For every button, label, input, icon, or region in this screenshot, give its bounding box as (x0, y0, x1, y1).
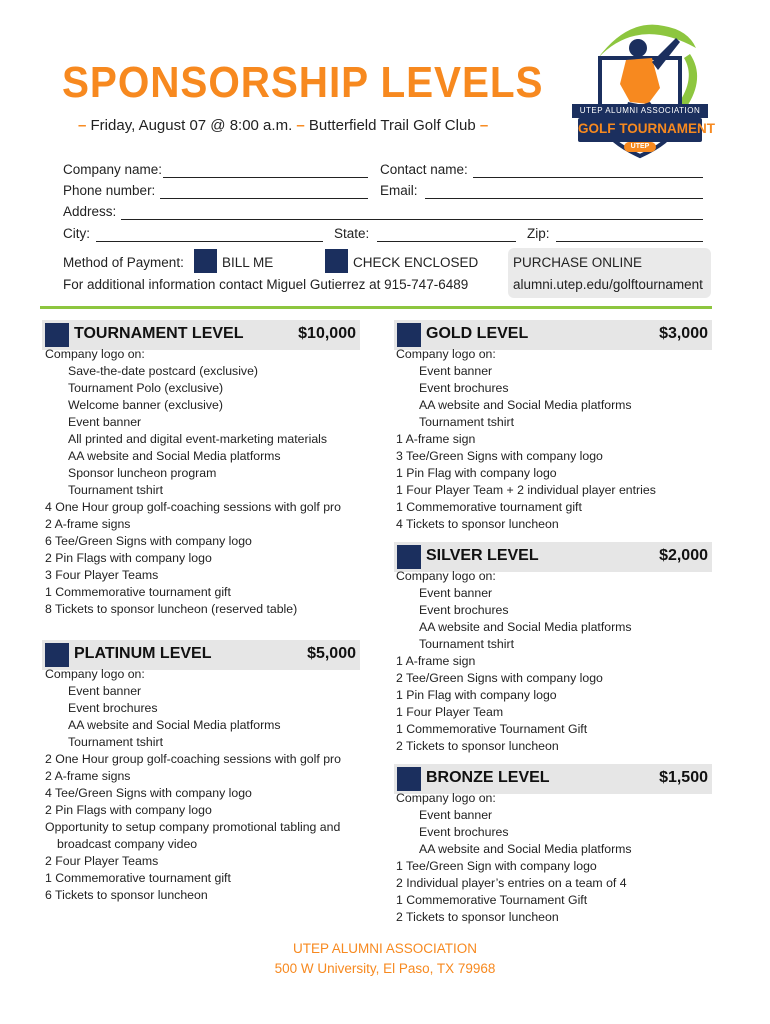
benefit-item: AA website and Social Media platforms (419, 620, 632, 634)
benefit-item: 1 Pin Flag with company logo (396, 688, 557, 702)
benefit-item: Company logo on: (45, 667, 145, 681)
page-title: SPONSORSHIP LEVELS (62, 58, 544, 107)
address-field[interactable] (121, 219, 703, 220)
section-divider (40, 306, 712, 309)
benefit-item: All printed and digital event-marketing materials (68, 432, 328, 446)
phone-number-field[interactable] (160, 198, 368, 199)
level-price: $3,000 (659, 325, 708, 342)
benefit-item: Company logo on: (396, 569, 496, 583)
phone-number-label: Phone number: (63, 183, 156, 198)
benefit-item: Tournament tshirt (419, 415, 515, 429)
level-marker-icon (397, 767, 421, 791)
golf-tournament-logo (568, 18, 715, 160)
benefit-item: Event banner (68, 415, 142, 429)
benefit-item: Welcome banner (exclusive) (68, 398, 223, 412)
purchase-online-label: PURCHASE ONLINE (513, 255, 643, 270)
benefit-item: 3 Tee/Green Signs with company logo (396, 449, 603, 463)
benefit-item: Event banner (419, 586, 493, 600)
tournament-level-benefits (45, 346, 341, 618)
level-marker-icon (45, 643, 69, 667)
benefit-item: Tournament Polo (exclusive) (68, 381, 224, 395)
benefit-item: 3 Four Player Teams (45, 568, 159, 582)
benefit-item: 2 A-frame signs (45, 769, 131, 783)
logo-event-text: GOLF TOURNAMENT (578, 121, 715, 136)
benefit-item: 4 One Hour group golf-coaching sessions with golf pro (45, 500, 341, 514)
benefit-item: Event banner (419, 808, 493, 822)
bill-me-checkbox[interactable] (194, 249, 217, 273)
benefit-item: Event banner (68, 684, 142, 698)
bill-me-label: BILL ME (222, 255, 274, 270)
benefit-item: 1 Commemorative tournament gift (396, 500, 582, 514)
benefit-item: 2 Four Player Teams (45, 854, 159, 868)
benefit-item: Sponsor luncheon program (68, 466, 217, 480)
level-marker-icon (45, 323, 69, 347)
benefit-item: 2 Tickets to sponsor luncheon (396, 739, 559, 753)
benefit-item: 1 A-frame sign (396, 432, 476, 446)
company-name-field[interactable] (163, 177, 368, 178)
zip-field[interactable] (556, 241, 703, 242)
benefit-item: 1 Four Player Team + 2 individual player entries (396, 483, 656, 497)
level-name: TOURNAMENT LEVEL (74, 325, 244, 342)
city-field[interactable] (96, 241, 323, 242)
benefit-item: 2 Tee/Green Signs with company logo (396, 671, 603, 685)
address-label: Address: (63, 204, 117, 219)
level-name: PLATINUM LEVEL (74, 645, 212, 662)
benefit-item: 2 Pin Flags with company logo (45, 803, 212, 817)
benefit-item: 1 Pin Flag with company logo (396, 466, 557, 480)
payment-method-label: Method of Payment: (63, 255, 184, 270)
benefit-item: AA website and Social Media platforms (419, 842, 632, 856)
contact-name-field[interactable] (473, 177, 703, 178)
bronze-level-benefits (396, 790, 632, 926)
benefit-item: Tournament tshirt (68, 735, 164, 749)
benefit-item: 2 One Hour group golf-coaching sessions with golf pro (45, 752, 341, 766)
benefit-item: Event banner (419, 364, 493, 378)
state-field[interactable] (377, 241, 516, 242)
footer-org: UTEP ALUMNI ASSOCIATION (292, 941, 478, 956)
benefit-item: 1 Tee/Green Sign with company logo (396, 859, 597, 873)
benefit-item: 4 Tickets to sponsor luncheon (396, 517, 559, 531)
benefit-item: 1 Four Player Team (396, 705, 504, 719)
benefit-item: 1 Commemorative tournament gift (45, 871, 231, 885)
benefit-item: Tournament tshirt (419, 637, 515, 651)
event-date: Friday, August 07 @ 8:00 a.m. (90, 117, 293, 134)
level-price: $5,000 (307, 645, 356, 662)
city-label: City: (63, 226, 90, 241)
event-subtitle: – Friday, August 07 @ 8:00 a.m. – Butterfield Trail Golf Club – (78, 117, 489, 134)
level-marker-icon (397, 323, 421, 347)
benefit-item: 2 Tickets to sponsor luncheon (396, 910, 559, 924)
platinum-level-benefits (45, 666, 341, 904)
benefit-item: 6 Tee/Green Signs with company logo (45, 534, 252, 548)
email-field[interactable] (425, 198, 703, 199)
benefit-item: AA website and Social Media platforms (68, 718, 281, 732)
benefit-item: Company logo on: (45, 347, 145, 361)
golfer-icon (568, 18, 715, 160)
level-price: $2,000 (659, 547, 708, 564)
zip-label: Zip: (527, 226, 550, 241)
benefit-item: Event brochures (419, 825, 509, 839)
level-name: SILVER LEVEL (426, 547, 539, 564)
level-name: GOLD LEVEL (426, 325, 529, 342)
benefit-item: 2 A-frame signs (45, 517, 131, 531)
benefit-item: Opportunity to setup company promotional tabling and (45, 820, 341, 834)
footer-address: 500 W University, El Paso, TX 79968 (274, 961, 496, 976)
benefit-item: Event brochures (419, 381, 509, 395)
benefit-item: AA website and Social Media platforms (68, 449, 281, 463)
email-label: Email: (380, 183, 418, 198)
gold-level-benefits (396, 346, 656, 533)
benefit-item: broadcast company video (57, 837, 198, 851)
check-enclosed-label: CHECK ENCLOSED (353, 255, 479, 270)
level-price: $1,500 (659, 769, 708, 786)
benefit-item: Event brochures (419, 603, 509, 617)
benefit-item: 4 Tee/Green Signs with company logo (45, 786, 252, 800)
benefit-item: Save-the-date postcard (exclusive) (68, 364, 259, 378)
benefit-item: 1 Commemorative tournament gift (45, 585, 231, 599)
level-name: BRONZE LEVEL (426, 769, 550, 786)
level-price: $10,000 (298, 325, 356, 342)
contact-info-text: For additional information contact Miguel Gutierrez at 915-747-6489 (63, 277, 469, 292)
benefit-item: 1 Commemorative Tournament Gift (396, 722, 588, 736)
benefit-item: 1 A-frame sign (396, 654, 476, 668)
benefit-item: 6 Tickets to sponsor luncheon (45, 888, 208, 902)
company-name-label: Company name: (63, 162, 163, 177)
benefit-item: 2 Individual player’s entries on a team of 4 (396, 876, 627, 890)
state-label: State: (334, 226, 370, 241)
contact-name-label: Contact name: (380, 162, 468, 177)
level-marker-icon (397, 545, 421, 569)
benefit-item: Event brochures (68, 701, 158, 715)
benefit-item: 2 Pin Flags with company logo (45, 551, 212, 565)
silver-level-benefits (396, 568, 632, 755)
benefit-item: AA website and Social Media platforms (419, 398, 632, 412)
logo-mark-text: UTEP (630, 143, 650, 150)
benefit-item: 8 Tickets to sponsor luncheon (reserved table) (45, 602, 298, 616)
check-enclosed-checkbox[interactable] (325, 249, 348, 273)
benefit-item: 1 Commemorative Tournament Gift (396, 893, 588, 907)
purchase-online-link[interactable]: alumni.utep.edu/golftournament (513, 277, 703, 292)
benefit-item: Company logo on: (396, 347, 496, 361)
event-venue: Butterfield Trail Golf Club (308, 117, 476, 134)
logo-association-text: UTEP ALUMNI ASSOCIATION (579, 106, 701, 115)
benefit-item: Tournament tshirt (68, 483, 164, 497)
benefit-item: Company logo on: (396, 791, 496, 805)
